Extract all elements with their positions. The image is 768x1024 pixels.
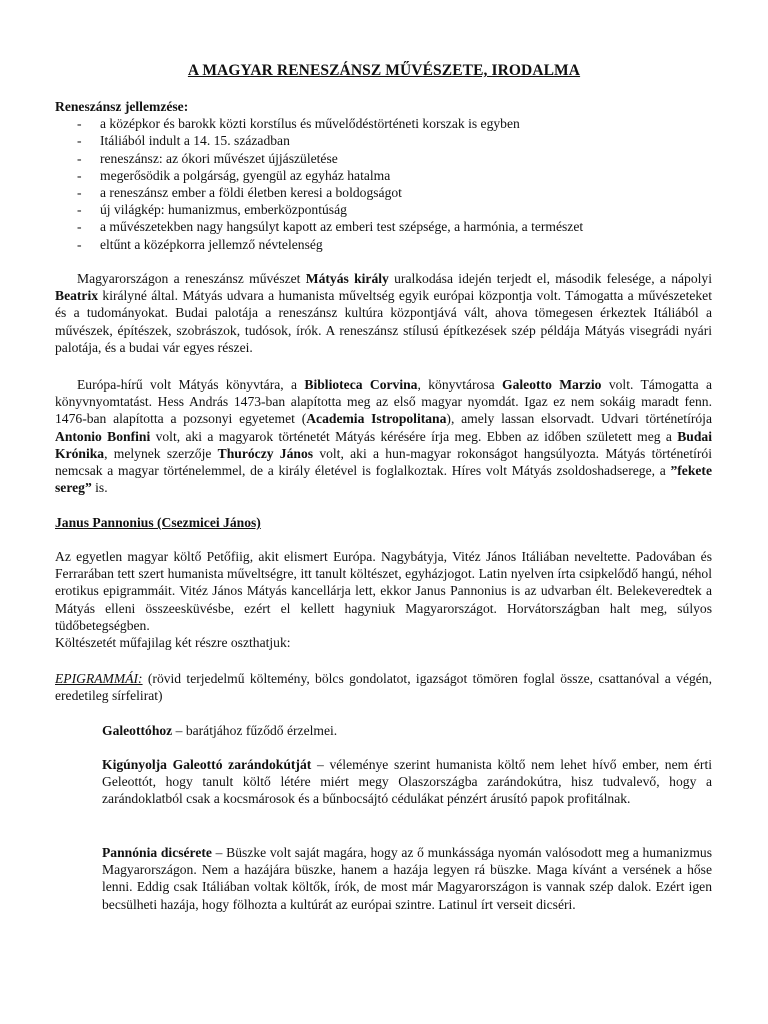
list-item: - a reneszánsz ember a földi életben keresi a boldogságot (55, 184, 712, 201)
paragraph-text: Az egyetlen magyar költő Petőfiig, akit elismert Európa. Nagybátyja, Vitéz János Itáliában neveltette. Padovában és Ferrarában tett szert humanista műveltségre, itt tanult költészet, egyházjogot. Latin nyelven írta csipkelődő hangú, néhol erotikus epigrammáit. Vitéz János Mátyás kancellárja lett, ekkor Janus Pannonius is az udvarban élt. Belekeveredtek a Mátyás elleni összeesküvésbe, ezért el kellett hagyniuk Magyarországot. Horvátországban halt meg, súlyos tüdőbetegségben. (55, 549, 712, 633)
paragraph-text: EPIGRAMMÁI: (rövid terjedelmű költemény, bölcs gondolatot, igazságot tömören foglal össze, csattanóval a végén, eredetileg sírfelirat) (55, 671, 712, 704)
poem-text: Pannónia dicsérete – Büszke volt saját magára, hogy az ő munkássága nyomán valósodott meg a humanizmus Magyarországon. Nem a hazájára büszke, hanem a hazája legyen rá büszke. Maga kívánt a versének a hőse lenni. Eddig csak Itáliában voltak költők, írók, de most már Magyarországon is vannak szép dalok. Ezért igen becsülheti hazája, hogy fölhozta a kultúrát az európai szintre. Latinul írt verseit dicséri. (102, 845, 712, 912)
paragraph-text: Költészetét műfajilag két részre oszthatjuk: (55, 635, 291, 651)
poem-item-zarandokut (102, 756, 712, 808)
paragraph-text: Magyarországon a reneszánsz művészet Mátyás király uralkodása idején terjedt el, második felesége, a nápolyi Beatrix királyné által. Mátyás udvara a humanista műveltség egyik európai központja volt. Támogatta a művészeteket és a tudományokat. Budai palotája a reneszánsz kultúra központjává vált, ahova tömegesen érkeztek Itáliából a művészek, építészek, szobrászok, tudósok, írók. A reneszánsz stílusú építkezések szép példája Mátyás visegrádi nyári palotája, és a budai vár egyes részei. (55, 271, 712, 355)
list-item: - új világkép: humanizmus, emberközpontúság (55, 201, 712, 218)
janus-section (55, 514, 712, 531)
list-item: - reneszánsz: az ókori művészet újjászületése (55, 150, 712, 167)
poem-item-galeottohoz (102, 722, 712, 739)
poem-text: Galeottóhoz – barátjához fűződő érzelmei. (102, 723, 338, 738)
paragraph-epigrams (55, 670, 712, 704)
list-item: - Itáliából indult a 14. 15. században (55, 132, 712, 149)
paragraph-matyas (55, 270, 712, 356)
list-item: - a középkor és barokk közti korstílus és művelődéstörténeti korszak is egyben (55, 115, 712, 132)
characteristics-heading: Reneszánsz jellemzése: (55, 99, 189, 114)
paragraph-janus (55, 548, 712, 651)
list-item: - megerősödik a polgárság, gyengül az egyház hatalma (55, 167, 712, 184)
characteristics-list (55, 115, 712, 253)
poem-item-pannonia (102, 844, 712, 913)
list-item: - a művészetekben nagy hangsúlyt kapott az emberi test szépsége, a harmónia, a természet (55, 218, 712, 235)
janus-heading: Janus Pannonius (Csezmicei János) (55, 515, 261, 530)
paragraph-corvina (55, 376, 712, 496)
list-item: - eltűnt a középkorra jellemző névtelenség (55, 236, 712, 253)
document-title: A MAGYAR RENESZÁNSZ MŰVÉSZETE, IRODALMA (187, 62, 581, 79)
paragraph-text: Európa-hírű volt Mátyás könyvtára, a Biblioteca Corvina, könyvtárosa Galeotto Marzio volt. Támogatta a könyvnyomtatást. Hess András 1473-ban alapította meg az első magyar nyomdát. Igaz ez nem sokáig maradt fenn. 1476-ban alapította a pozsonyi egyetemet (Academia Istropolitana), amely lassan elsorvadt. Udvari történetírója Antonio Bonfini volt, aki a magyarok történetét Mátyás kérésére írja meg. Ebben az időben született meg a Budai Krónika, melynek szerzője Thuróczy János volt, aki a hun-magyar rokonságot hangsúlyozta. Mátyás történetírói nemcsak a magyar történelemmel, de a király életével is foglalkoztak. Híres volt Mátyás zsoldoshadserege, a ”fekete sereg” is. (55, 377, 713, 496)
characteristics-section (55, 98, 712, 253)
poem-text: Kigúnyolja Galeottó zarándokútját – véleménye szerint humanista költő nem lehet hívő ember, nem érti Geleottót, hogy tanult költő létére miért megy Olaszországba zarándokútra, hisz tudvalevő, hogy a zarándoklatból csak a kocsmárosok és a bűnbocsájtó cédulákat pénzért árusító papok profitálnak. (102, 757, 712, 807)
